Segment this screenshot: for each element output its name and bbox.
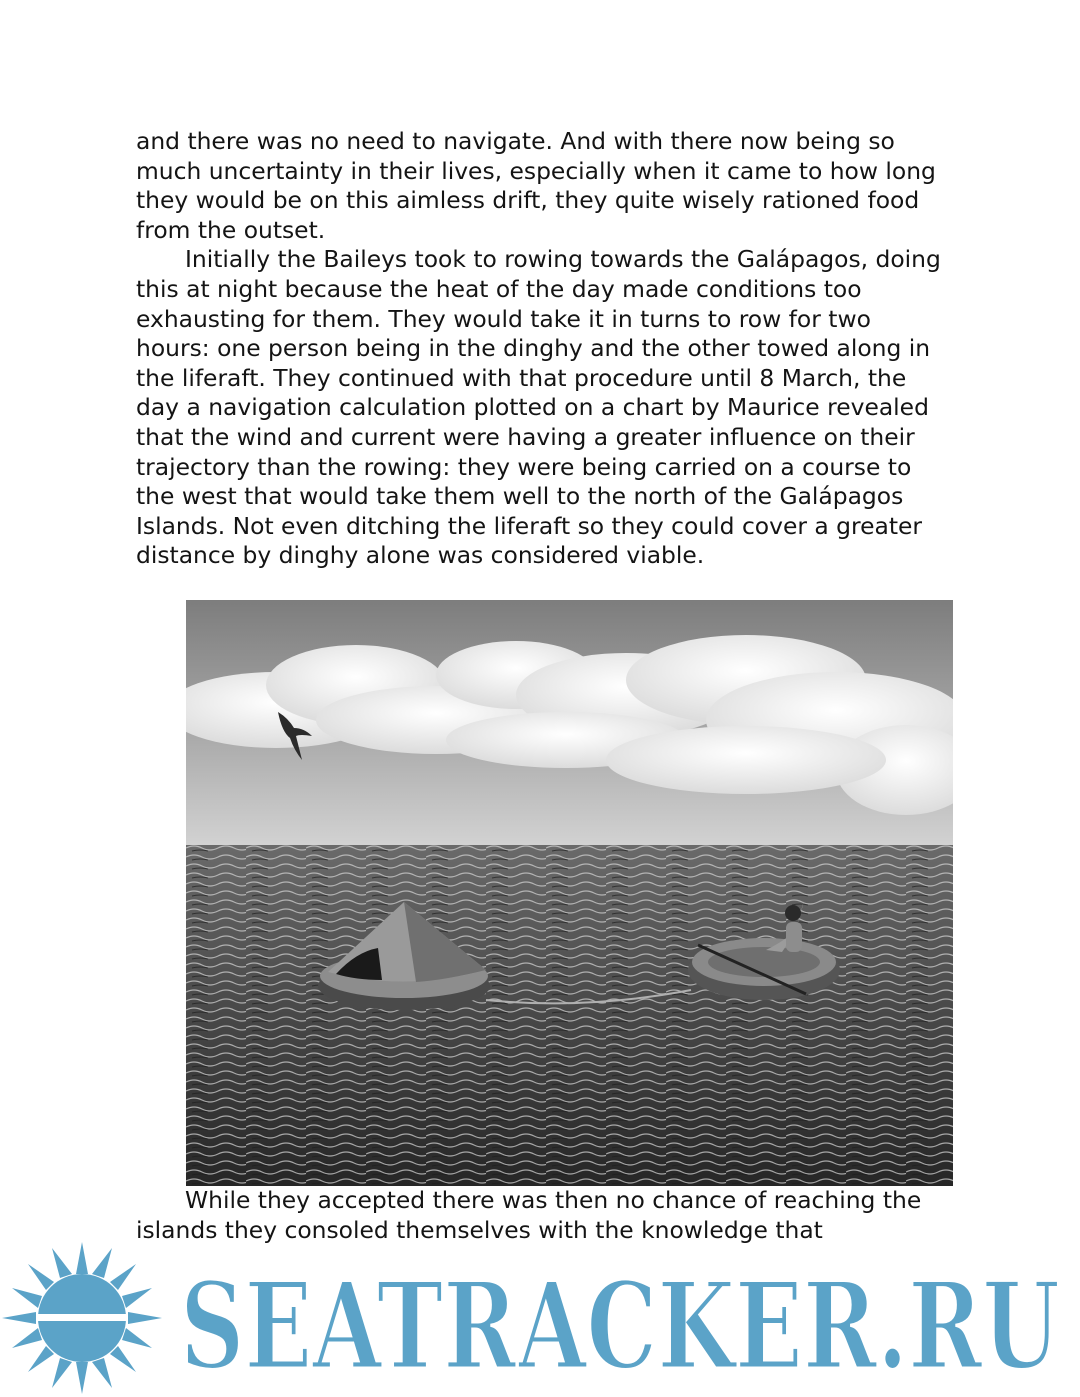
body-text-top bbox=[136, 127, 948, 571]
body-text-bottom bbox=[136, 1186, 948, 1245]
liferaft-and-dinghy-illustration bbox=[186, 600, 953, 1186]
paragraph-1: and there was no need to navigate. And with there now being so much uncertainty in their lives, especially when it came to how long they would be on this aimless drift, they quite wisely rationed food from the outset. bbox=[136, 127, 936, 244]
watermark-text: SEATRACKER.RU bbox=[180, 1256, 1060, 1397]
paragraph-3: While they accepted there was then no chance of reaching the islands they consoled themselves with the knowledge that bbox=[136, 1186, 922, 1244]
seatracker-watermark bbox=[0, 1240, 1080, 1397]
paragraph-2: Initially the Baileys took to rowing towards the Galápagos, doing this at night because the heat of the day made conditions too exhausting for them. They would take it in turns to row for two hours: one person being in the dinghy and the other towed along in the liferaft. They continued with that procedure until 8 March, the day a navigation calculation plotted on a chart by Maurice revealed that the wind and current were having a greater influence on their trajectory than the rowing: they were being carried on a course to the west that would take them well to the north of the Galápagos Islands. Not even ditching the liferaft so they could cover a greater distance by dinghy alone was considered viable. bbox=[136, 245, 941, 570]
sun-logo-icon bbox=[2, 1242, 162, 1394]
